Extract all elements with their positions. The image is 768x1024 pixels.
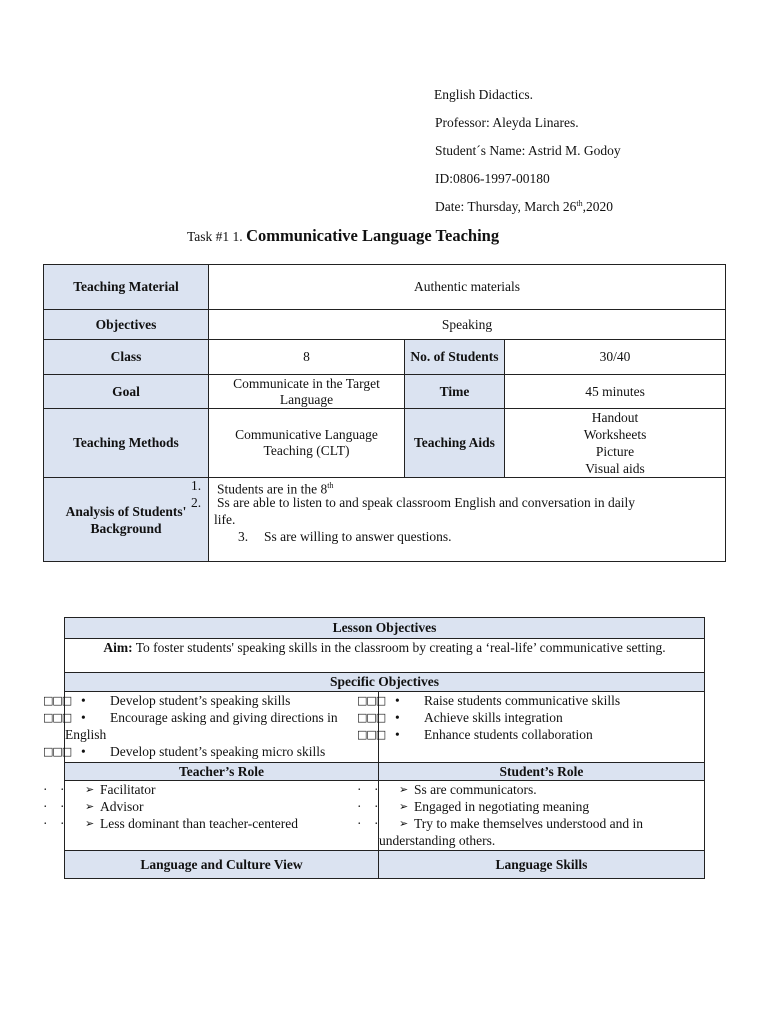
arrow-bullet-icon: ➢	[85, 800, 95, 813]
lesson-plan-table	[43, 264, 726, 562]
objective-item	[357, 727, 704, 744]
bullet-icon: •	[81, 744, 86, 759]
tick-mark: ·	[357, 799, 362, 814]
submission-date	[435, 199, 613, 215]
bullet-icon: •	[81, 710, 86, 725]
role-text: Less dominant than teacher-centered	[100, 816, 299, 831]
date-suffix: ,2020	[582, 199, 613, 214]
objective-continuation	[65, 727, 378, 744]
student-name: Student´s Name: Astrid M. Godoy	[435, 143, 621, 158]
professor-name: Professor: Aleyda Linares.	[435, 115, 579, 130]
role-text: Advisor	[100, 799, 144, 814]
background-item-number: 1.	[191, 478, 202, 493]
role-text: Ss are communicators.	[414, 782, 537, 797]
missing-glyph-icon: □□□	[43, 694, 72, 707]
bullet-icon: •	[395, 727, 400, 742]
objective-item	[357, 710, 704, 727]
time-value: 45 minutes	[505, 375, 726, 409]
role-text: Try to make themselves understood and in	[414, 816, 643, 831]
arrow-bullet-icon: ➢	[85, 783, 95, 796]
teaching-aids-list	[505, 409, 726, 478]
teaching-material-label: Teaching Material	[44, 265, 209, 310]
tick-mark: ·	[43, 782, 48, 797]
objective-text: English	[65, 727, 107, 742]
role-item	[357, 799, 704, 816]
arrow-bullet-icon: ➢	[399, 800, 409, 813]
teaching-methods-label: Teaching Methods	[44, 409, 209, 478]
tick-mark: ·	[374, 782, 379, 797]
class-value: 8	[209, 340, 405, 375]
lesson-objectives-title: Lesson Objectives	[65, 618, 705, 639]
task-heading	[187, 226, 499, 246]
arrow-bullet-icon: ➢	[85, 817, 95, 830]
missing-glyph-icon: □□□	[43, 711, 72, 724]
background-item-text: Ss are able to listen to and speak classroom English and conversation in daily	[217, 495, 636, 510]
background-item-2-continuation	[209, 512, 725, 529]
teaching-material-value: Authentic materials	[209, 265, 726, 310]
tick-mark: ·	[60, 816, 65, 831]
teaching-aid-item: Handout	[591, 410, 639, 425]
objective-item	[43, 710, 378, 727]
student-role-title: Student’s Role	[379, 763, 705, 781]
students-background-list	[191, 478, 726, 562]
language-culture-view-title: Language and Culture View	[65, 851, 379, 879]
objective-item	[357, 693, 704, 710]
arrow-bullet-icon: ➢	[399, 783, 409, 796]
objective-text: Enhance students collaboration	[424, 727, 593, 742]
role-text: understanding others.	[379, 833, 496, 848]
bullet-icon: •	[395, 710, 400, 725]
task-title: Communicative Language Teaching	[246, 226, 500, 245]
goal-value: Communicate in the Target Language	[209, 375, 405, 409]
arrow-bullet-icon: ➢	[399, 817, 409, 830]
lesson-objectives-table	[43, 617, 705, 879]
tick-mark: ·	[357, 816, 362, 831]
tick-mark: ·	[357, 782, 362, 797]
missing-glyph-icon: □□□	[357, 711, 386, 724]
tick-mark: ·	[374, 816, 379, 831]
num-students-label: No. of Students	[405, 340, 505, 375]
teaching-aid-item: Worksheets	[583, 427, 647, 442]
objective-text: Develop student’s speaking skills	[110, 693, 291, 708]
role-item	[43, 799, 378, 816]
students-background-label: Analysis of Students' Background	[44, 478, 209, 562]
teaching-aids-label: Teaching Aids	[405, 409, 505, 478]
background-item-1-text: Students are in the 8	[217, 481, 328, 497]
background-item-number: 3.	[238, 529, 249, 544]
task-prefix: Task #1 1.	[187, 229, 247, 244]
specific-objectives-title: Specific Objectives	[65, 673, 705, 692]
role-text: Engaged in negotiating meaning	[414, 799, 590, 814]
role-item	[43, 782, 378, 799]
course-name: English Didactics.	[434, 87, 533, 102]
objective-text: Raise students communicative skills	[424, 693, 621, 708]
tick-mark: ·	[43, 816, 48, 831]
aim-label: Aim:	[103, 640, 133, 655]
background-item-2	[191, 495, 725, 512]
goal-label: Goal	[44, 375, 209, 409]
objectives-label: Objectives	[44, 310, 209, 340]
tick-mark: ·	[374, 799, 379, 814]
specific-objectives-left	[43, 692, 379, 763]
date-prefix: Date: Thursday, March 26	[435, 199, 577, 214]
class-label: Class	[44, 340, 209, 375]
tick-mark: ·	[60, 799, 65, 814]
tick-mark: ·	[43, 799, 48, 814]
teaching-aid-item: Visual aids	[585, 461, 645, 476]
background-item-1	[191, 478, 725, 497]
role-continuation	[379, 833, 704, 850]
bullet-icon: •	[81, 693, 86, 708]
role-item	[357, 816, 704, 833]
objective-text: Encourage asking and giving directions in	[110, 710, 338, 725]
objective-text: Develop student’s speaking micro skills	[110, 744, 326, 759]
tick-mark: ·	[60, 782, 65, 797]
objectives-value: Speaking	[209, 310, 726, 340]
language-skills-title: Language Skills	[379, 851, 705, 879]
role-item	[357, 782, 704, 799]
background-item-3	[209, 529, 725, 546]
background-item-text: life.	[214, 512, 236, 527]
bullet-icon: •	[395, 693, 400, 708]
objective-text: Achieve skills integration	[424, 710, 563, 725]
missing-glyph-icon: □□□	[43, 745, 72, 758]
student-role-list	[357, 781, 705, 851]
aim-text: To foster students' speaking skills in the classroom by creating a ‘real-life’ communicative setting.	[132, 640, 666, 655]
teacher-role-list	[43, 781, 379, 851]
background-item-1-sup: th	[327, 481, 334, 490]
objective-item	[43, 744, 378, 761]
time-label: Time	[405, 375, 505, 409]
num-students-value: 30/40	[505, 340, 726, 375]
student-id: ID:0806-1997-00180	[435, 171, 550, 186]
objective-item	[43, 693, 378, 710]
background-item-number: 2.	[191, 495, 202, 510]
background-item-text: Ss are willing to answer questions.	[264, 529, 452, 544]
missing-glyph-icon: □□□	[357, 728, 386, 741]
aim-statement	[65, 639, 705, 673]
date-superscript: th	[576, 199, 583, 208]
missing-glyph-icon: □□□	[357, 694, 386, 707]
specific-objectives-right	[357, 692, 705, 763]
teacher-role-title: Teacher’s Role	[65, 763, 379, 781]
role-item	[43, 816, 378, 833]
role-text: Facilitator	[100, 782, 156, 797]
teaching-aid-item: Picture	[595, 444, 635, 459]
teaching-methods-value: Communicative Language Teaching (CLT)	[209, 409, 405, 478]
